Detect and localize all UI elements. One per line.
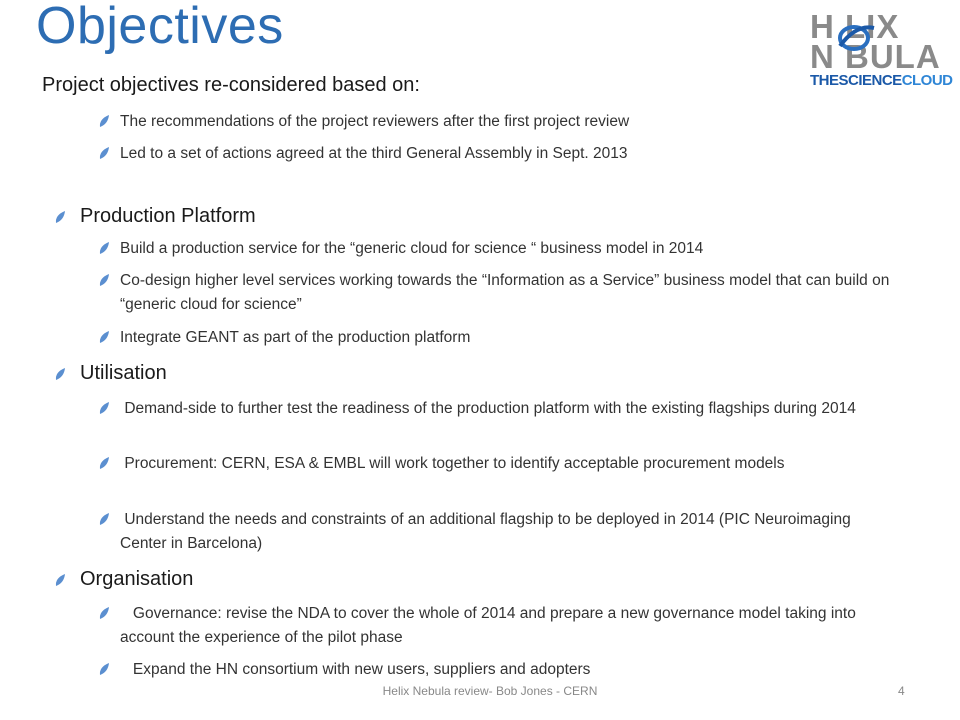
leaf-bullet-icon xyxy=(98,114,110,128)
list-item xyxy=(98,602,890,650)
leaf-bullet-icon xyxy=(98,146,110,160)
logo-tagline-cloud: CLOUD xyxy=(901,72,953,89)
section-heading xyxy=(54,362,167,385)
list-item-text: Co-design higher level services working towards the “Information as a Service” business model that can build on “generic cloud for science” xyxy=(120,272,890,313)
list-item xyxy=(98,269,890,317)
list-item xyxy=(98,658,890,682)
list-item xyxy=(98,397,890,421)
logo-line-2: N BULA xyxy=(810,38,941,75)
leaf-bullet-icon xyxy=(54,573,66,587)
section-heading xyxy=(54,205,256,228)
list-item xyxy=(98,326,890,350)
leaf-bullet-icon xyxy=(98,606,110,620)
list-item-text: Procurement: CERN, ESA & EMBL will work together to identify acceptable procurement models xyxy=(120,455,785,472)
leaf-bullet-icon xyxy=(98,241,110,255)
list-item-text: The recommendations of the project reviewers after the first project review xyxy=(120,113,630,130)
list-item-text: Led to a set of actions agreed at the third General Assembly in Sept. 2013 xyxy=(120,145,628,162)
section-heading-text: Organisation xyxy=(80,568,194,590)
leaf-bullet-icon xyxy=(98,330,110,344)
list-item xyxy=(98,110,890,134)
list-item-text: Understand the needs and constraints of an additional flagship to be deployed in 2014 (PIC Neuroimaging Center in Barcelona) xyxy=(120,511,856,552)
list-item-text: Build a production service for the “generic cloud for science “ business model in 2014 xyxy=(120,240,704,257)
slide-footer: Helix Nebula review- Bob Jones - CERN xyxy=(382,684,598,698)
leaf-bullet-icon xyxy=(98,456,110,470)
leaf-bullet-icon xyxy=(54,210,66,224)
leaf-bullet-icon xyxy=(98,512,110,526)
list-item-text: Expand the HN consortium with new users, suppliers and adopters xyxy=(120,661,591,678)
page-number: 4 xyxy=(898,684,905,698)
list-item-text: Demand-side to further test the readiness of the production platform with the existing flagships during 2014 xyxy=(120,400,856,417)
leaf-bullet-icon xyxy=(98,662,110,676)
list-item xyxy=(98,452,890,476)
leaf-bullet-icon xyxy=(54,367,66,381)
logo-line-1: H LIX xyxy=(810,8,900,45)
leaf-bullet-icon xyxy=(98,273,110,287)
lead-text: Project objectives re-considered based on: xyxy=(42,74,420,96)
list-item xyxy=(98,237,890,261)
section-heading-text: Production Platform xyxy=(80,205,256,227)
list-item-text: Governance: revise the NDA to cover the whole of 2014 and prepare a new governance model taking into account the experience of the pilot phase xyxy=(120,605,861,646)
logo-tagline-the-science: THESCIENCE xyxy=(810,72,902,89)
section-heading-text: Utilisation xyxy=(80,362,167,384)
list-item xyxy=(98,142,890,166)
list-item-text: Integrate GEANT as part of the production platform xyxy=(120,329,471,346)
section-heading xyxy=(54,568,193,591)
leaf-bullet-icon xyxy=(98,401,110,415)
slide-title: Objectives xyxy=(36,0,284,55)
list-item xyxy=(98,508,890,556)
